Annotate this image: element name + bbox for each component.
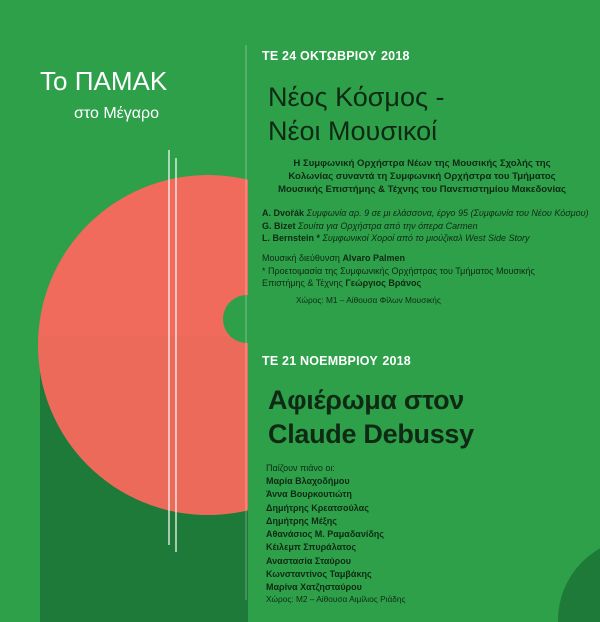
- event2-title-line2: Claude Debussy: [268, 419, 474, 449]
- event1-date: [262, 47, 582, 65]
- direction-label: Μουσική διεύθυνση: [262, 253, 340, 263]
- main-title: Το ΠΑΜΑΚ: [40, 66, 168, 96]
- players-title: Παίζουν πιάνο οι:: [266, 463, 335, 473]
- program-work: Συμφωνία αρ. 9 σε μι ελάσσονα, έργο 95 (Συμφωνία του Νέου Κόσμου): [306, 208, 589, 218]
- event1-credits: [262, 252, 582, 290]
- header: [40, 66, 167, 124]
- player-name: Κέιλεμπ Σπυράλατος: [266, 542, 357, 553]
- event1-year: 2018: [381, 49, 410, 63]
- player-name: Μαρίνα Χατζησταύρου: [266, 582, 362, 593]
- program-item: [262, 220, 582, 233]
- prep-line2: [262, 277, 582, 290]
- program-item: [262, 207, 589, 220]
- player-name: Δημήτρης Μέξης: [266, 515, 337, 526]
- event1-intro-line1: Η Συμφωνική Ορχήστρα Νέων της Μουσικής Σχολής της: [293, 158, 551, 169]
- event1-title-line1: Νέος Κόσμος -: [268, 82, 445, 112]
- prep-name: Γεώργιος Βράνος: [345, 278, 422, 288]
- player-name: Αναστασία Σταύρου: [266, 555, 351, 566]
- event1-program: [262, 207, 589, 245]
- program-item: [262, 232, 582, 245]
- event1-title: [268, 80, 588, 148]
- event1-title-line2: Νέοι Μουσικοί: [268, 116, 438, 146]
- main-subtitle: στο Μέγαρο: [74, 105, 160, 122]
- green-notch: [223, 295, 271, 343]
- program-composer: A. Dvořák: [262, 208, 305, 218]
- event2-date-text: ΤΕ 21 ΝΟΕΜΒΡΙΟΥ: [262, 354, 378, 368]
- event1-intro: [262, 157, 582, 196]
- program-work: Συμφωνικοί Χοροί από το μιούζικαλ West Side Story: [322, 233, 530, 243]
- event2-title-line1: Αφιέρωμα στον: [268, 385, 465, 415]
- prep-label: Επιστήμης & Τέχνης: [262, 278, 343, 288]
- player-name: Δημήτρης Κρεατσούλας: [266, 502, 369, 513]
- direction-line: [262, 252, 582, 265]
- event2-players: [266, 463, 586, 595]
- event1-venue: Χώρος: Μ1 – Αίθουσα Φίλων Μουσικής: [296, 295, 441, 305]
- player-name: Μαρία Βλαχοδήμου: [266, 476, 350, 486]
- event2-year: 2018: [382, 354, 411, 368]
- event2-title: [268, 383, 588, 451]
- event1-intro-line3: Μουσικής Επιστήμης & Τέχνης του Πανεπιστημίου Μακεδονίας: [277, 184, 567, 195]
- player-name: Άννα Βουρκουτιώτη: [266, 489, 352, 500]
- event2-date: [262, 352, 582, 370]
- program-composer: L. Bernstein *: [262, 233, 321, 243]
- program-work: Σουίτα για Ορχήστρα από την όπερα Carmen: [298, 220, 478, 231]
- event1-intro-line2: Κολωνίας συναντά τη Συμφωνική Ορχήστρα του Τμήματος: [288, 171, 556, 182]
- program-composer: G. Bizet: [262, 220, 296, 231]
- player-name: Αθανάσιος Μ. Ραμαδανίδης: [266, 529, 384, 540]
- event1-date-text: ΤΕ 24 ΟΚΤΩΒΡΙΟΥ: [262, 49, 377, 63]
- prep-line1: * Προετοιμασία της Συμφωνικής Ορχήστρας του Τμήματος Μουσικής: [262, 265, 535, 276]
- event2-venue: Χώρος: Μ2 – Αίθουσα Αιμίλιος Ριάδης: [266, 594, 406, 604]
- direction-name: Alvaro Palmen: [342, 253, 405, 263]
- player-name: Κωνσταντίνος Ταμβάκης: [266, 569, 372, 580]
